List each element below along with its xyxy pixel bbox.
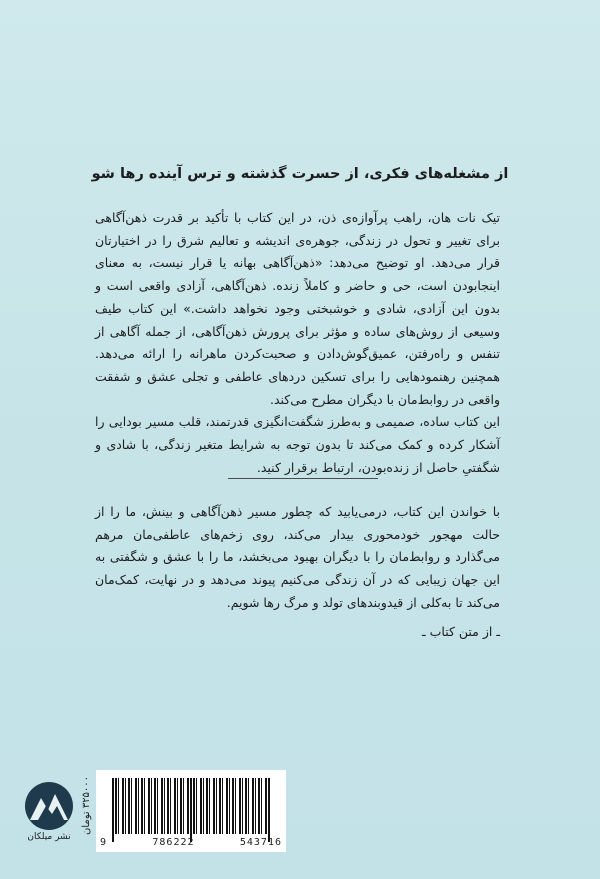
price-text: ۳۲۵۰۰۰ تومان xyxy=(81,775,93,835)
barcode-guard xyxy=(190,778,192,842)
section-divider xyxy=(228,478,378,479)
publisher-logo xyxy=(24,780,74,852)
barcode-digit-group: 786222 xyxy=(152,837,195,848)
barcode-digit-group: 9 xyxy=(100,837,108,848)
mountain-logo-icon xyxy=(24,780,74,832)
headline: از مشغله‌های فکری، از حسرت گذشته و ترس آینده رها شو xyxy=(91,166,509,182)
excerpt-attribution: ـ از متن کتاب ـ xyxy=(421,624,500,639)
description-block xyxy=(95,207,500,479)
barcode-digit-group: 543716 xyxy=(239,837,282,848)
price-label xyxy=(80,758,94,852)
barcode-guard xyxy=(112,778,114,842)
barcode-guard xyxy=(268,778,270,842)
isbn-barcode xyxy=(96,770,286,852)
description-paragraph: تیک نات هان، راهب پرآوازه‌ی ذن، در این کتاب با تأکید بر قدرت ذهن‌آگاهی برای تغییر و تحول در زندگی، جوهره‌ی اندیشه و تعالیم شرق را در اختیارتان قرار می‌دهد. او توضیح می‌دهد: «ذهن‌آگاهی بهانه یا قرار نیست، به معنای اینجابودن است، حی و حاضر و کاملاً زنده. ذهن‌آگاهی، آزادی واقعی است و بدون این آزادی، شادی و خوشبختی وجود نخواهد داشت.» این کتاب طیف وسیعی از روش‌های ساده و مؤثر برای پرورش ذهن‌آگاهی، از جمله آگاهی از تنفس و راه‌رفتن، عمیق‌گوش‌دادن و صحبت‌کردن ماهرانه را ارائه می‌دهد. همچنین رهنمودهایی را برای تسکین دردهای عاطفی و تجلی عشق و شفقت واقعی در روابط‌مان با دیگران مطرح می‌کند. xyxy=(95,210,500,407)
barcode-digits xyxy=(100,837,282,848)
excerpt-paragraph: با خواندن این کتاب، درمی‌یابید که چطور مسیر ذهن‌آگاهی و بینش، ما را از حالت مهجور خودمحوری بیدار می‌کند، روی زخم‌های عاطفی‌مان مرهم می‌گذارد و روابط‌مان را با دیگران بهبود می‌بخشد، ما را با عشق و شگفتی به این جهان زیبایی که در آن زندگی می‌کنیم پیوند می‌دهد و در نهایت، کمک‌مان می‌کند تا به‌کلی از قیدوبندهای تولد و مرگ رها شویم. xyxy=(95,504,500,610)
excerpt-block xyxy=(95,501,500,615)
publisher-name: نشر میلکان xyxy=(27,832,71,842)
description-paragraph: این کتاب ساده، صمیمی و به‌طرز شگفت‌انگیزی قدرتمند، قلب مسیر بودایی را آشکار کرده و کمک می‌کند تا بدون توجه به شرایط متغیر زندگی، با شادی و شگفتیِ حاصل از زنده‌بودن، ارتباط برقرار کنید. xyxy=(95,414,500,475)
